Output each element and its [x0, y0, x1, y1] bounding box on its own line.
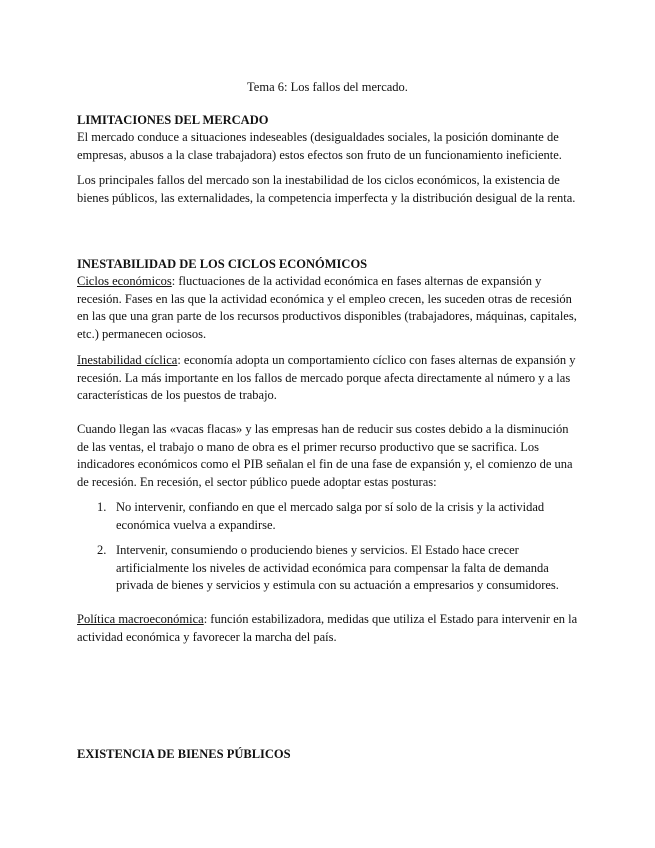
term-ciclos-economicos: Ciclos económicos	[77, 274, 172, 288]
list-text: Intervenir, consumiendo o produciendo bienes y servicios. El Estado hace crecer artificialmente los niveles de actividad económica para compensar la falta de demanda privada de bienes y servicios y estimula con su actuación a empresarios y consumidores.	[116, 543, 559, 592]
list-number: 2.	[97, 543, 107, 557]
paragraph-limitaciones-2: Los principales fallos del mercado son la inestabilidad de los ciclos económicos, la existencia de bienes públicos, las externalidades, la competencia imperfecta y la distribución desigual de la renta.	[77, 173, 576, 205]
list-text: No intervenir, confiando en que el mercado salga por sí solo de la crisis y la actividad económica vuelva a expandirse.	[116, 500, 545, 532]
page-title: Tema 6: Los fallos del mercado.	[247, 80, 408, 94]
definition-politica-macroeconomica: : función estabilizadora, medidas que utiliza el Estado para intervenir en la actividad económica y favorecer la marcha del país.	[77, 612, 578, 644]
list-number: 1.	[97, 500, 107, 514]
paragraph-ciclos	[77, 273, 582, 343]
definition-ciclos-economicos: : fluctuaciones de la actividad económica en fases alternas de expansión y recesión. Fases en las que la actividad económica y el empleo crecen, les suceden otras de recesión en las que una gran parte de los recursos productivos disponibles (trabajadores, máquinas, capitales, etc.) permanecen ociosos.	[77, 274, 577, 341]
definition-inestabilidad-ciclica: : economía adopta un comportamiento cíclico con fases alternas de expansión y recesión. La más importante en los fallos de mercado porque afecta directamente al número y a las características de los puestos de trabajo.	[77, 353, 576, 402]
list-item-2	[97, 542, 577, 595]
paragraph-vacas-flacas: Cuando llegan las «vacas flacas» y las empresas han de reducir sus costes debido a la disminución de las ventas, el trabajo o mano de obra es el primer recurso productivo que se sacrifica. Los indicadores económicos como el PIB señalan el fin de una fase de expansión y, el comienzo de una de recesión. En recesión, el sector público puede adoptar estas posturas:	[77, 422, 573, 489]
paragraph-politica-macroeconomica	[77, 611, 582, 646]
heading-limitaciones: LIMITACIONES DEL MERCADO	[77, 113, 269, 127]
list-item-1	[97, 499, 577, 534]
heading-bienes-publicos: EXISTENCIA DE BIENES PÚBLICOS	[77, 747, 291, 761]
paragraph-limitaciones-1: El mercado conduce a situaciones indeseables (desigualdades sociales, la posición dominante de empresas, abusos a la clase trabajadora) estos efectos son fruto de un funcionamiento ineficiente.	[77, 130, 562, 162]
paragraph-inestabilidad-ciclica	[77, 352, 582, 405]
term-politica-macroeconomica: Política macroeconómica	[77, 612, 204, 626]
heading-inestabilidad: INESTABILIDAD DE LOS CICLOS ECONÓMICOS	[77, 257, 368, 271]
term-inestabilidad-ciclica: Inestabilidad cíclica	[77, 353, 178, 367]
